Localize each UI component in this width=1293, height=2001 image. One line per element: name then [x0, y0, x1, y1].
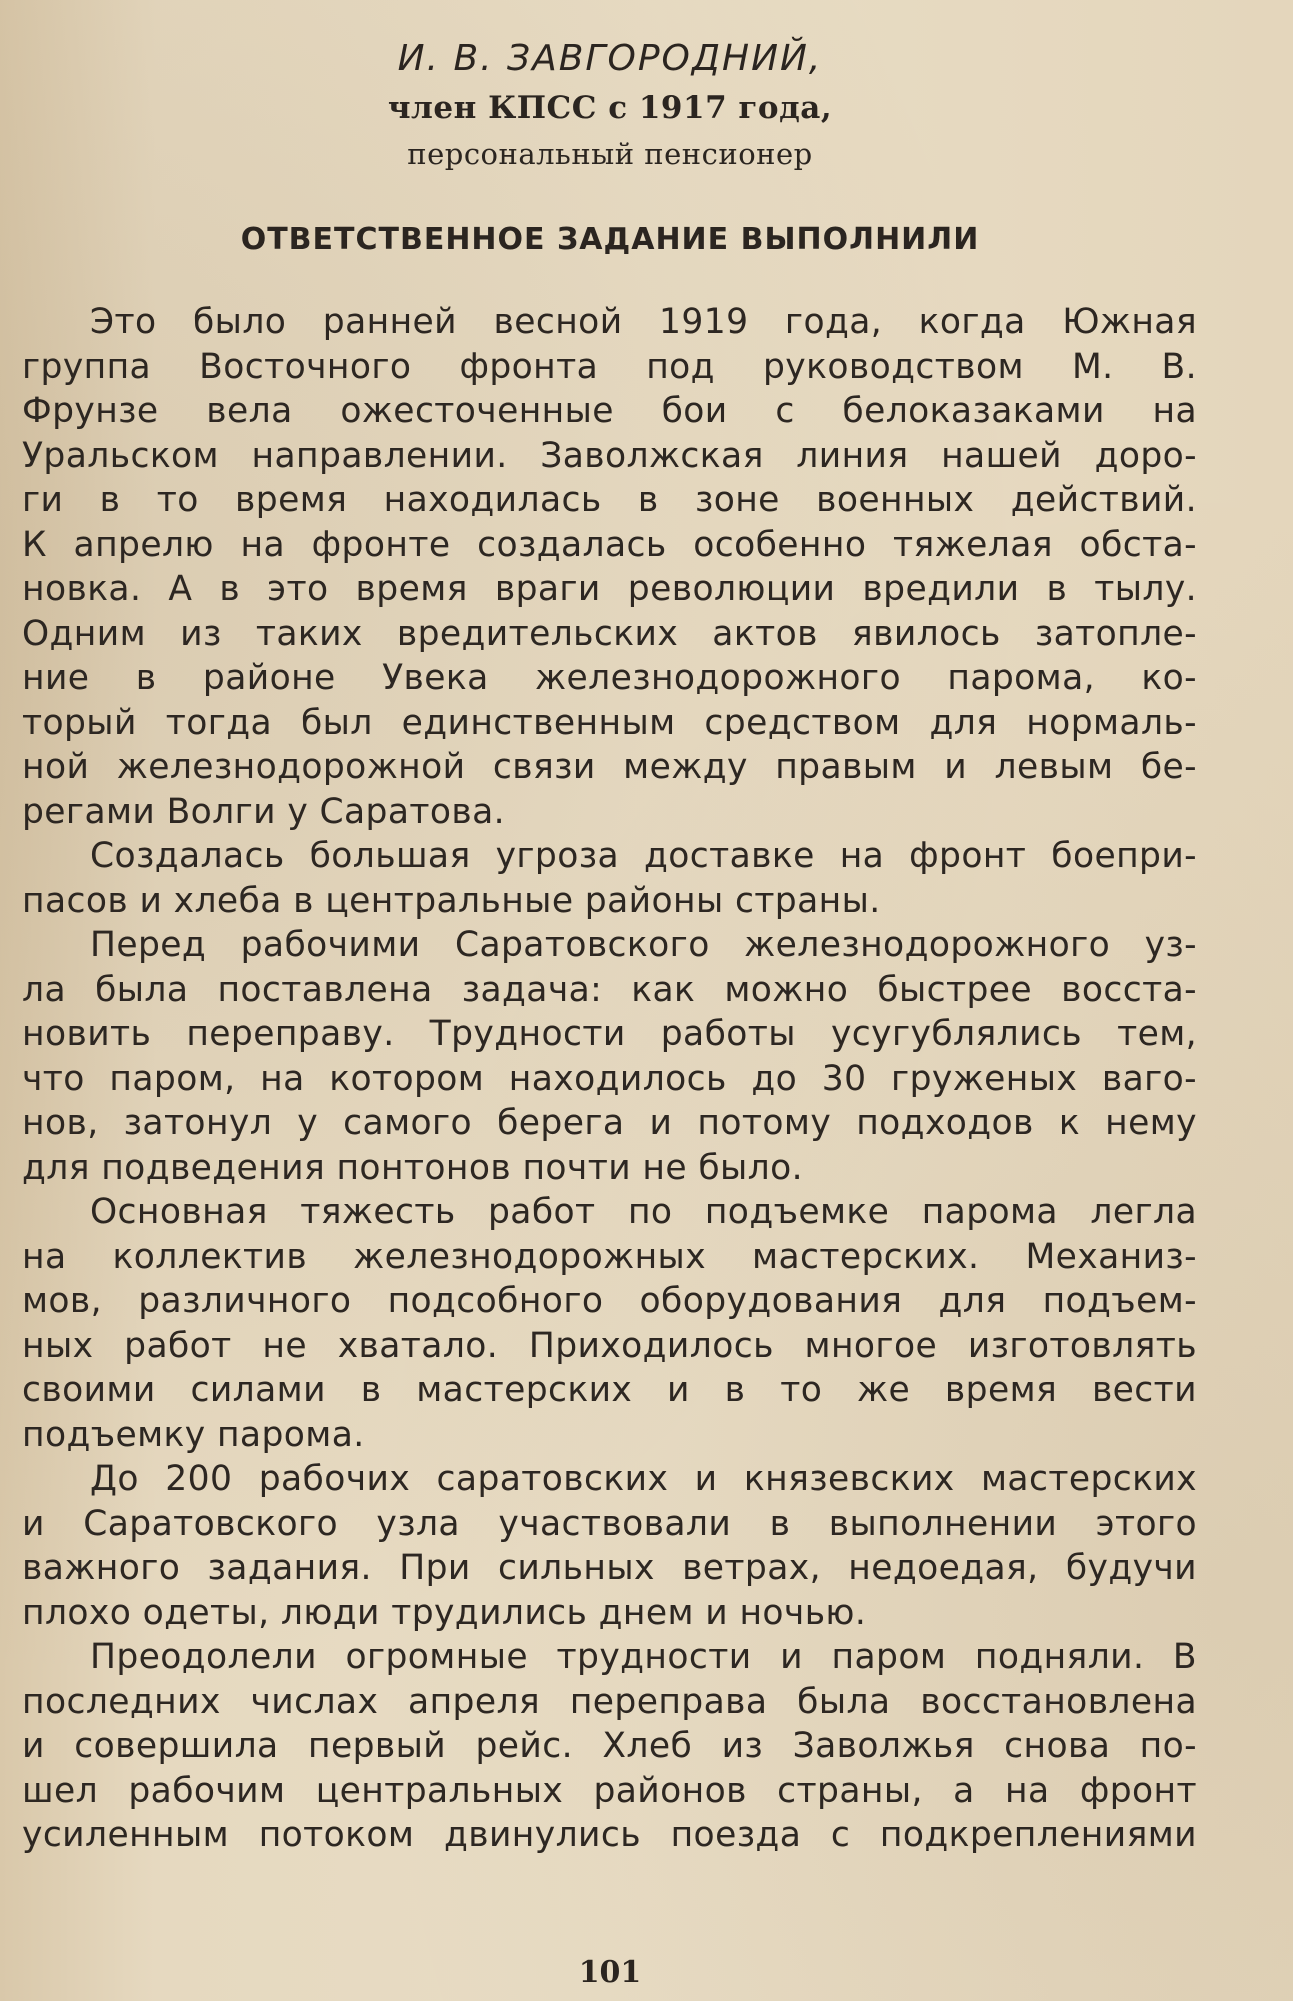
- text-line: До 200 рабочих саратовских и князевских мастерских: [90, 1459, 1197, 1499]
- text-line: ги в то время находилась в зоне военных действий.: [22, 480, 1197, 520]
- author-status: персональный пенсионер: [407, 137, 813, 171]
- text-line: Фрунзе вела ожесточенные бои с белоказаками на: [22, 391, 1197, 431]
- text-line: группа Восточного фронта под руководством М. В.: [22, 346, 1197, 387]
- text-line: и совершила первый рейс. Хлеб из Заволжья снова по-: [22, 1726, 1197, 1766]
- text-line: ние в районе Увека железнодорожного парома, ко-: [22, 658, 1197, 698]
- text-line: регами Волги у Саратова.: [22, 791, 506, 832]
- text-line: усиленным потоком двинулись поезда с подкреплениями: [22, 1815, 1197, 1855]
- text-line: шел рабочим центральных районов страны, а на фронт: [22, 1770, 1197, 1811]
- author-name: И. В. ЗАВГОРОДНИЙ,: [397, 38, 823, 79]
- text-line: торый тогда был единственным средством для нормаль-: [22, 702, 1197, 743]
- text-line: что паром, на котором находилось до 30 груженых ваго-: [22, 1058, 1197, 1099]
- text-line: нов, затонул у самого берега и потому подходов к нему: [22, 1103, 1197, 1143]
- text-line: и Саратовского узла участвовали в выполнении этого: [22, 1503, 1197, 1544]
- text-line: ных работ не хватало. Приходилось многое изготовлять: [22, 1325, 1197, 1366]
- text-line: Преодолели огромные трудности и паром подняли. В: [90, 1637, 1197, 1677]
- text-line: Это было ранней весной 1919 года, когда Южная: [90, 302, 1197, 342]
- text-line: своими силами в мастерских и в то же время вести: [22, 1370, 1197, 1410]
- text-line: Основная тяжесть работ по подъемке парома легла: [90, 1192, 1197, 1232]
- text-line: пасов и хлеба в центральные районы страны.: [22, 880, 881, 921]
- article-body: [22, 300, 1197, 1858]
- text-line: для подведения понтонов почти не было.: [22, 1147, 803, 1188]
- text-line: новить переправу. Трудности работы усугублялись тем,: [22, 1014, 1197, 1054]
- article-title: ОТВЕТСТВЕННОЕ ЗАДАНИЕ ВЫПОЛНИЛИ: [240, 222, 980, 257]
- page-number: 101: [578, 1955, 642, 1990]
- text-line: ла была поставлена задача: как можно быстрее восста-: [22, 969, 1197, 1010]
- text-line: Одним из таких вредительских актов явилось затопле-: [22, 613, 1197, 654]
- text-line: подъемку парома.: [22, 1414, 365, 1455]
- text-line: мов, различного подсобного оборудования для подъем-: [22, 1281, 1197, 1321]
- text-line: Уральском направлении. Заволжская линия нашей доро-: [22, 435, 1197, 476]
- text-line: Перед рабочими Саратовского железнодорожного уз-: [90, 925, 1197, 965]
- text-line: важного задания. При сильных ветрах, недоедая, будучи: [22, 1548, 1197, 1588]
- text-line: ной железнодорожной связи между правым и левым бе-: [22, 747, 1197, 787]
- text-line: на коллектив железнодорожных мастерских. Механиз-: [22, 1236, 1197, 1277]
- text-line: плохо одеты, люди трудились днем и ночью.: [22, 1592, 867, 1633]
- author-party-membership: член КПСС с 1917 года,: [387, 90, 833, 126]
- text-line: К апрелю на фронте создалась особенно тяжелая обста-: [22, 524, 1197, 565]
- text-line: Создалась большая угроза доставке на фронт боепри-: [90, 836, 1197, 876]
- text-line: новка. А в это время враги революции вредили в тылу.: [22, 569, 1197, 609]
- text-line: последних числах апреля переправа была восстановлена: [22, 1681, 1197, 1722]
